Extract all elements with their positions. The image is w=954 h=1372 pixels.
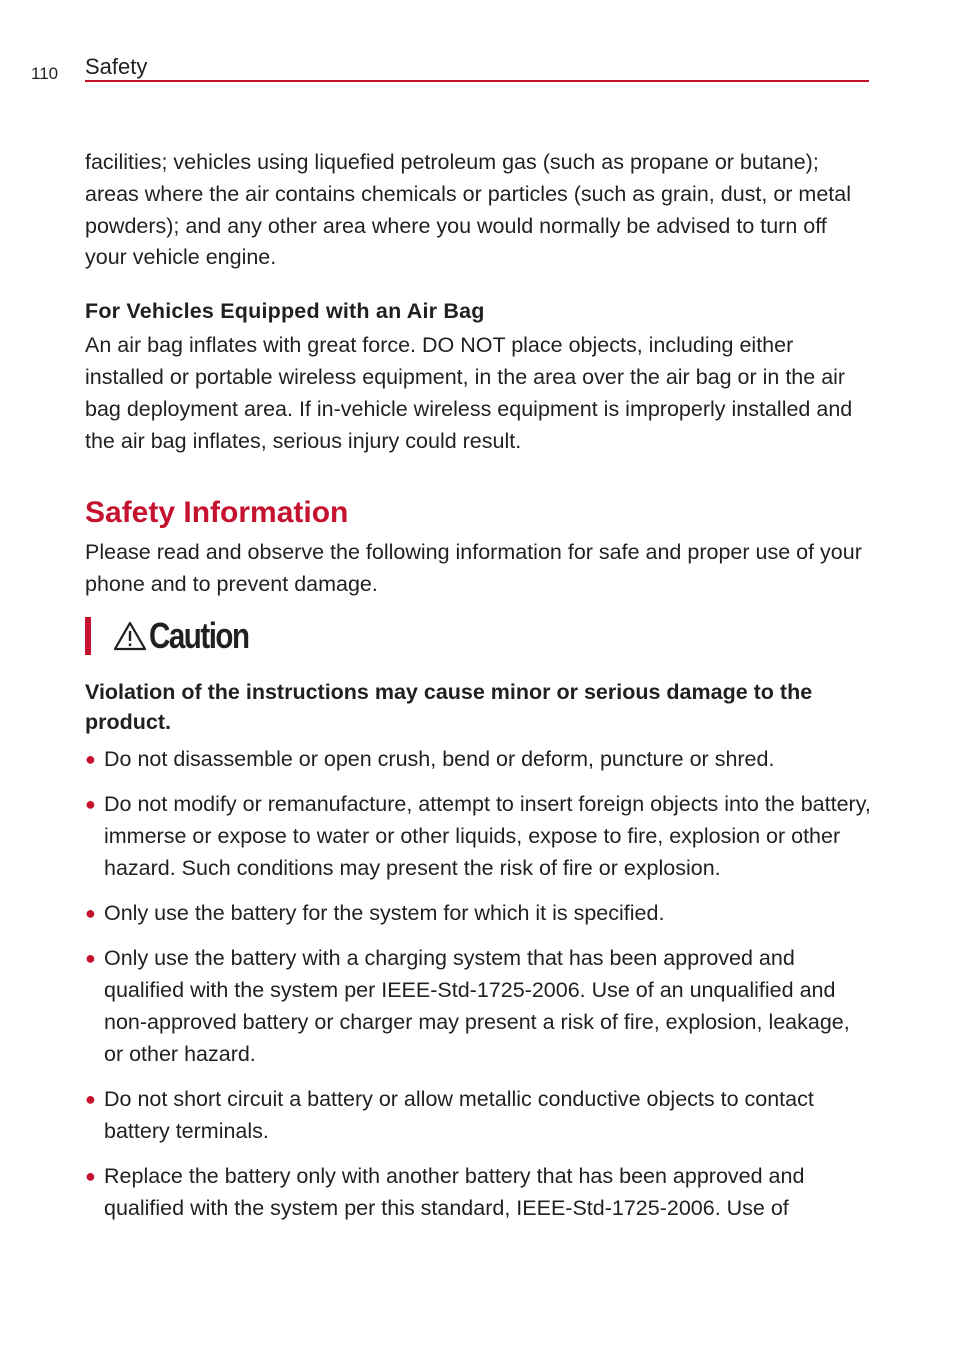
list-item-text: Do not disassemble or open crush, bend or deform, puncture or shred. [104, 746, 775, 771]
header-rule [85, 80, 869, 82]
list-item [85, 943, 871, 1070]
caution-label: Caution [149, 615, 249, 657]
list-item-text: Replace the battery only with another battery that has been approved and qualified with the system per this standard, IEEE-Std-1725-2006. Use of [104, 1164, 805, 1221]
safety-information-heading: Safety Information [85, 496, 349, 530]
bullet-icon: ● [85, 903, 96, 924]
list-item [85, 744, 871, 776]
list-item [85, 1161, 871, 1225]
bullet-icon: ● [85, 1089, 96, 1110]
safety-information-paragraph: Please read and observe the following information for safe and proper use of your phone and to prevent damage. [85, 540, 862, 597]
bullet-icon: ● [85, 948, 96, 969]
caution-heading: Violation of the instructions may cause minor or serious damage to the product. [85, 679, 813, 734]
intro-paragraph: facilities; vehicles using liquefied petroleum gas (such as propane or butane); areas where the air contains chemicals or particles (such as grain, dust, or metal powders); and any other area where you would normally be advised to turn off your vehicle engine. [85, 150, 851, 270]
air-bag-heading: For Vehicles Equipped with an Air Bag [85, 299, 485, 324]
air-bag-paragraph: An air bag inflates with great force. DO NOT place objects, including either installed or portable wireless equipment, in the area over the air bag or in the air bag deployment area. If in-vehicle wireless equipment is improperly installed and the air bag inflates, serious injury could result. [85, 333, 853, 453]
list-item [85, 789, 871, 884]
page-header [31, 52, 869, 82]
list-item [85, 898, 871, 930]
warning-triangle-icon [113, 621, 147, 651]
list-item-text: Only use the battery with a charging system that has been approved and qualified with the system per IEEE-Std-1725-2006. Use of an unqualified and non-approved battery or charger may present a risk of fire, explosion, leakage, or other hazard. [104, 946, 850, 1066]
page-number: 110 [31, 64, 59, 83]
caution-list [85, 744, 871, 1225]
list-item [85, 1084, 871, 1148]
bullet-icon: ● [85, 1166, 96, 1187]
list-item-text: Do not modify or remanufacture, attempt to insert foreign objects into the battery, immerse or expose to water or other liquids, expose to fire, explosion or other hazard. Such conditions may present the risk of fire or explosion. [104, 792, 871, 880]
bullet-icon: ● [85, 794, 96, 815]
list-item-text: Do not short circuit a battery or allow metallic conductive objects to contact battery terminals. [104, 1087, 814, 1143]
caution-banner [85, 613, 871, 659]
bullet-icon: ● [85, 748, 96, 769]
page-content [85, 147, 871, 1238]
caution-bar [85, 617, 91, 655]
list-item-text: Only use the battery for the system for which it is specified. [104, 901, 665, 926]
section-title: Safety [85, 54, 148, 79]
